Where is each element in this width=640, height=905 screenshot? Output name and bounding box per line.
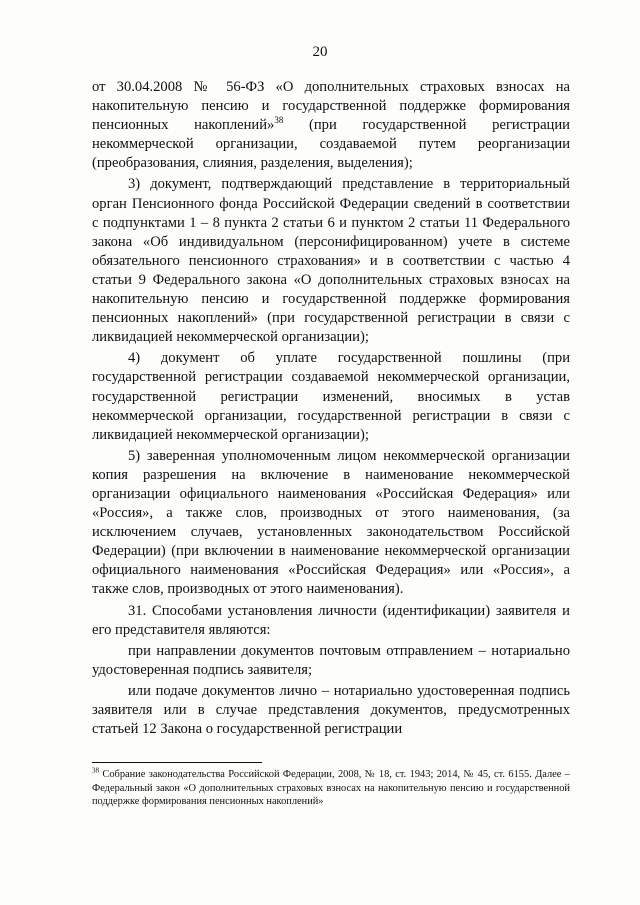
paragraph-item-3: 3) документ, подтверждающий представление в территориальный орган Пенсионного фонда Российской Федерации сведений в соответствии с подпунктами 1 – 8 пункта 2 статьи 6 и пунктом 2 статьи 11 Федерального закона «Об индивидуальном (персонифицированном) учете в системе обязательного пенсионного страхования» и в соответствии с частью 4 статьи 9 Федерального закона «О дополнительных страховых взносах на накопительную пенсию и государственной поддержке формирования пенсионных накоплений» (при государственной регистрации в связи с ликвидацией некоммерческой организации); — [92, 176, 570, 346]
footnote-text: Собрание законодательства Российской Федерации, 2008, № 18, ст. 1943; 2014, № 45, ст. 6155. Далее – Федеральный закон «О дополнительных страховых взносах на накопительную пенсию и государственной поддержке формирования пенсионных накоплений» — [92, 769, 570, 808]
paragraph-continuation — [92, 78, 570, 173]
page-number: 20 — [312, 44, 328, 60]
paragraph-text-tail: (при государственной регистрации некоммерческой организации, создаваемой путем реорганизации (преобразования, слияния, разделения, выделения); — [92, 117, 570, 172]
paragraph-postal-submission: при направлении документов почтовым отправлением – нотариально удостоверенная подпись заявителя; — [92, 642, 570, 678]
footnote-reference: 38 — [274, 115, 284, 126]
paragraph-text: от 30.04.2008 № 56-ФЗ «О дополнительных страховых взносах на накопительную пенсию и государственной поддержке формирования пенсионных накоплений» — [92, 79, 570, 134]
paragraph-clause-31: 31. Способами установления личности (идентификации) заявителя и его представителя являются: — [92, 602, 570, 638]
paragraph-item-5: 5) заверенная уполномоченным лицом некоммерческой организации копия разрешения на включение в наименование некоммерческой организации официального наименования «Российская Федерация» или «Россия», а также слов, производных от этого наименования, (за исключением случаев, установленных законодательством Российской Федерации) (при включении в наименование некоммерческой организации официального наименования «Российская Федерация» или «Россия», а также слов, производных от этого наименования). — [92, 447, 570, 598]
footnote — [92, 768, 570, 809]
paragraph-item-4: 4) документ об уплате государственной пошлины (при государственной регистрации создаваемой некоммерческой организации, государственной регистрации изменений, вносимых в устав некоммерческой организации, государственной регистрации в связи с ликвидацией некоммерческой организации); — [92, 350, 570, 443]
body-text — [92, 78, 570, 739]
footnote-mark: 38 — [92, 766, 99, 775]
footnote-divider — [92, 762, 262, 763]
paragraph-personal-submission: или подаче документов лично – нотариально удостоверенная подпись заявителя или в случае представления документов, предусмотренных статьей 12 Закона о государственной регистрации — [92, 682, 570, 738]
